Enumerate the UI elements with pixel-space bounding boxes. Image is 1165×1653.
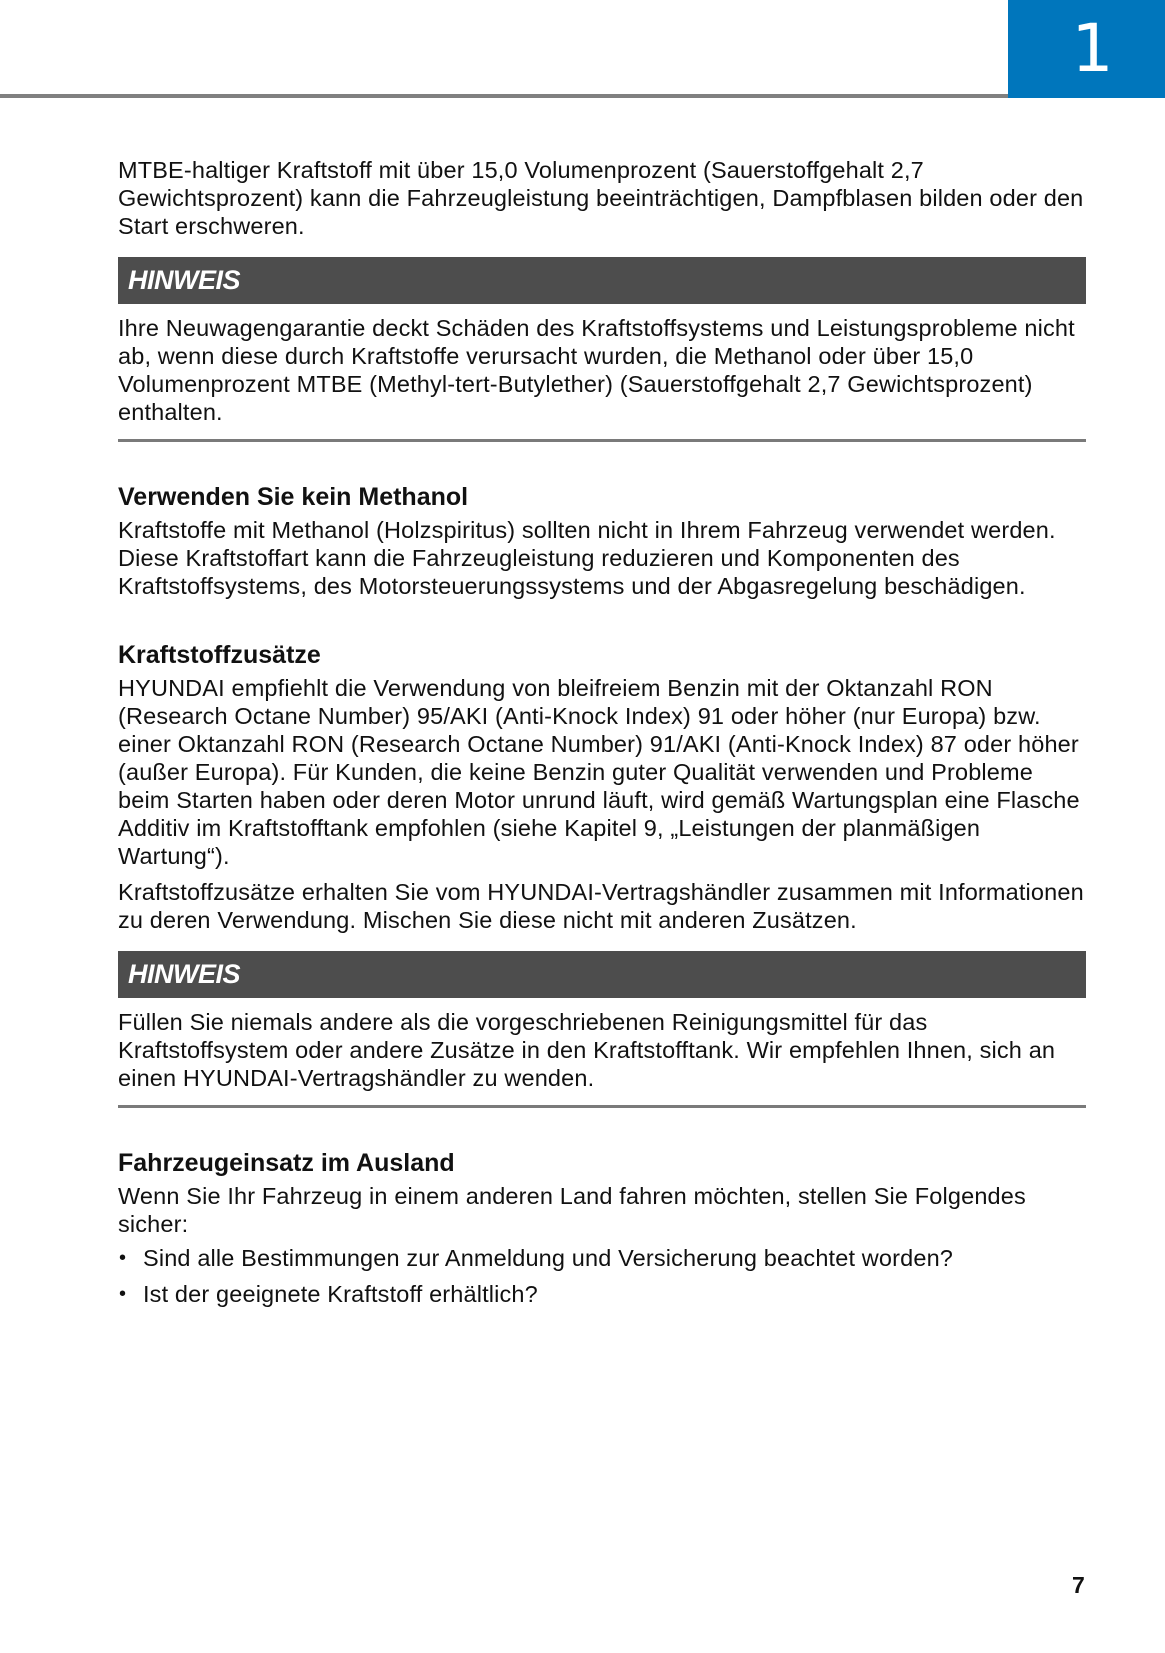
notice-label: HINWEIS: [128, 265, 241, 295]
section-paragraph: HYUNDAI empfiehlt die Verwendung von bleifreiem Benzin mit der Oktanzahl RON (Research Octane Number) 95/AKI (Anti-Knock Index) 91 oder höher (nur Europa) bzw. einer Oktanzahl RON (Research Octane Number) 91/AKI (Anti-Knock Index) 87 oder höher (außer Europa). Für Kunden, die keine Benzin guter Qualität verwenden und Probleme beim Starten haben oder deren Motor unrund läuft, wird gemäß Wartungsplan eine Flasche Additiv im Kraftstofftank empfohlen (siehe Kapitel 9, „Leistungen der planmäßigen Wartung“).: [118, 675, 1080, 869]
section-paragraph: Kraftstoffzusätze erhalten Sie vom HYUNDAI-Vertragshändler zusammen mit Informationen zu deren Verwendung. Mischen Sie diese nicht mit anderen Zusätzen.: [118, 879, 1084, 933]
section-driving-abroad: [118, 1148, 1086, 1308]
section-no-methanol: [118, 482, 1086, 600]
list-item-text: Ist der geeignete Kraftstoff erhältlich?: [143, 1281, 538, 1307]
notice-box-1: [118, 257, 1086, 442]
section-fuel-additives: [118, 640, 1086, 934]
list-item-text: Sind alle Bestimmungen zur Anmeldung und Versicherung beachtet worden?: [143, 1245, 954, 1271]
page-number: 7: [1072, 1572, 1085, 1598]
bullet-list: [118, 1244, 1086, 1308]
section-heading: Verwenden Sie kein Methanol: [118, 483, 469, 511]
section-heading: Fahrzeugeinsatz im Ausland: [118, 1149, 455, 1177]
notice-text: Ihre Neuwagengarantie deckt Schäden des Kraftstoffsystems und Leistungsprobleme nicht ab, wenn diese durch Kraftstoffe verursacht wurden, die Methanol oder über 15,0 Volumenprozent MTBE (Methyl-tert-Butylether) (Sauerstoffgehalt 2,7 Gewichtsprozent) enthalten.: [118, 315, 1075, 425]
section-paragraph: Kraftstoffe mit Methanol (Holzspiritus) sollten nicht in Ihrem Fahrzeug verwendet werden. Diese Kraftstoffart kann die Fahrzeugleistung reduzieren und Komponenten des Kraftstoffsystems, des Motorsteuerungssystems und der Abgasregelung beschädigen.: [118, 517, 1056, 599]
notice-divider: [118, 439, 1086, 442]
chapter-number: 1: [1071, 10, 1114, 87]
intro-paragraph: MTBE-haltiger Kraftstoff mit über 15,0 Volumenprozent (Sauerstoffgehalt 2,7 Gewichtsprozent) kann die Fahrzeugleistung beeinträchtigen, Dampfblasen bilden oder den Start erschweren.: [118, 157, 1084, 239]
notice-divider: [118, 1105, 1086, 1108]
section-heading: Kraftstoffzusätze: [118, 641, 321, 669]
bullet-icon: •: [119, 1247, 127, 1269]
list-item: [118, 1244, 1086, 1272]
section-paragraph: Wenn Sie Ihr Fahrzeug in einem anderen Land fahren möchten, stellen Sie Folgendes sicher:: [118, 1183, 1026, 1237]
list-item: [118, 1280, 1086, 1308]
notice-box-2: [118, 951, 1086, 1108]
chapter-tab: [1008, 0, 1165, 98]
notice-label-bar: [118, 951, 1086, 998]
page-content: [118, 156, 1086, 1316]
notice-text: Füllen Sie niemals andere als die vorgeschriebenen Reinigungsmittel für das Kraftstoffsystem oder andere Zusätze in den Kraftstofftank. Wir empfehlen Ihnen, sich an einen HYUNDAI-Vertragshändler zu wenden.: [118, 1009, 1056, 1091]
notice-label-bar: [118, 257, 1086, 304]
header-rule: [0, 94, 1008, 98]
notice-label: HINWEIS: [128, 959, 241, 989]
bullet-icon: •: [119, 1283, 127, 1305]
